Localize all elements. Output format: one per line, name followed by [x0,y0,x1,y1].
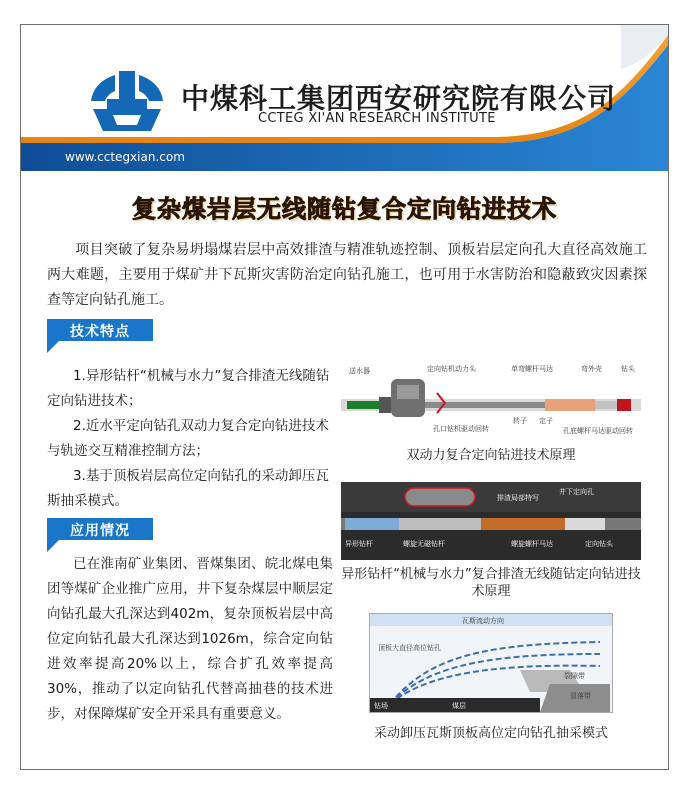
figure-caption: 采动卸压瓦斯顶板高位定向钻孔抽采模式 [373,726,608,741]
fig3-label: 钻场 [374,702,388,710]
fig3-label: 冒落带 [570,692,591,700]
fig3-label: 顶板大直径高位钻孔 [378,644,441,652]
fig3-label: 煤层 [452,702,466,710]
fig3-label: 裂隙带 [564,672,585,680]
figure-high-position-borehole [369,613,613,713]
fig1-label: 定向钻机动力头 [427,365,476,373]
fig2-label: 螺旋无磁钻杆 [403,540,445,548]
intro-paragraph [47,238,647,313]
feature-item: 3.基于顶板岩层高位定向钻孔的采动卸压瓦斯抽采模式。 [47,468,329,509]
fig2-label: 井下定向孔 [559,488,594,496]
figure-caption: 双动力复合定向钻进技术原理 [406,448,576,463]
company-name-cn: 中煤科工集团西安研究院有限公司 [181,82,617,115]
fig2-label: 排渣局部特写 [497,494,539,502]
fig1-label: 定子 [539,417,553,425]
fig1-label: 孔底螺杆马达驱动回转 [563,427,633,435]
fig1-label: 孔口钻机驱动回转 [433,425,489,433]
fig2-label: 异形钻杆 [345,540,373,548]
features-list [47,364,333,514]
website-url[interactable]: www.cctegxian.com [65,150,185,164]
features-heading: 技术特点 [70,324,130,340]
fig1-label: 钻头 [621,365,635,373]
section-header-application [47,518,187,542]
fig2-label: 定向钻头 [585,540,613,548]
application-paragraph: 已在淮南矿业集团、晋煤集团、皖北煤电集团等煤矿企业推广应用，井下复杂煤层中顺层定向钻孔最大孔深达到402m，复杂顶板岩层中高位定向钻孔最大孔深达到1026m，综合定向钻进效率提高20%以上，综合扩孔效率提高30%，推动了以定向钻孔代替高抽巷的技术进步，对保障煤矿安全开采具有重要意义。 [47,556,333,722]
figure-shaped-drill-pipe [341,482,641,560]
fig1-label: 弯外壳 [581,365,602,373]
fig2-label: 螺旋螺杆马达 [511,540,553,548]
fig3-label: 瓦斯流动方向 [462,617,504,625]
page-title: 复杂煤岩层无线随钻复合定向钻进技术 [132,195,557,223]
intro-text: 项目突破了复杂易坍塌煤岩层中高效排渣与精准轨迹控制、顶板岩层定向孔大直径高效施工两大难题，主要用于煤矿井下瓦斯灾害防治定向钻孔施工，也可用于水害防治和隐蔽致灾因素探查等定向钻孔施工。 [47,242,647,308]
section-header-features [47,319,187,343]
fig1-label: 送水器 [349,367,370,375]
figure-caption: 异形钻杆“机械与水力”复合排渣无线随钻定向钻进技术原理 [341,567,641,599]
header-banner [21,25,668,171]
application-heading: 应用情况 [70,523,130,539]
company-name-en: CCTEG XI'AN RESEARCH INSTITUTE [258,111,496,126]
fig1-label: 转子 [513,417,527,425]
company-logo [85,69,169,135]
fig1-label: 单弯螺杆马达 [511,365,553,373]
figure-dual-power-drilling [341,359,641,437]
feature-item: 1.异形钻杆“机械与水力”复合排渣无线随钻定向钻进技术； [47,368,330,409]
poster-frame [20,24,669,770]
feature-item: 2.近水平定向钻孔双动力复合定向钻进技术与轨迹交互精准控制方法； [47,418,329,459]
